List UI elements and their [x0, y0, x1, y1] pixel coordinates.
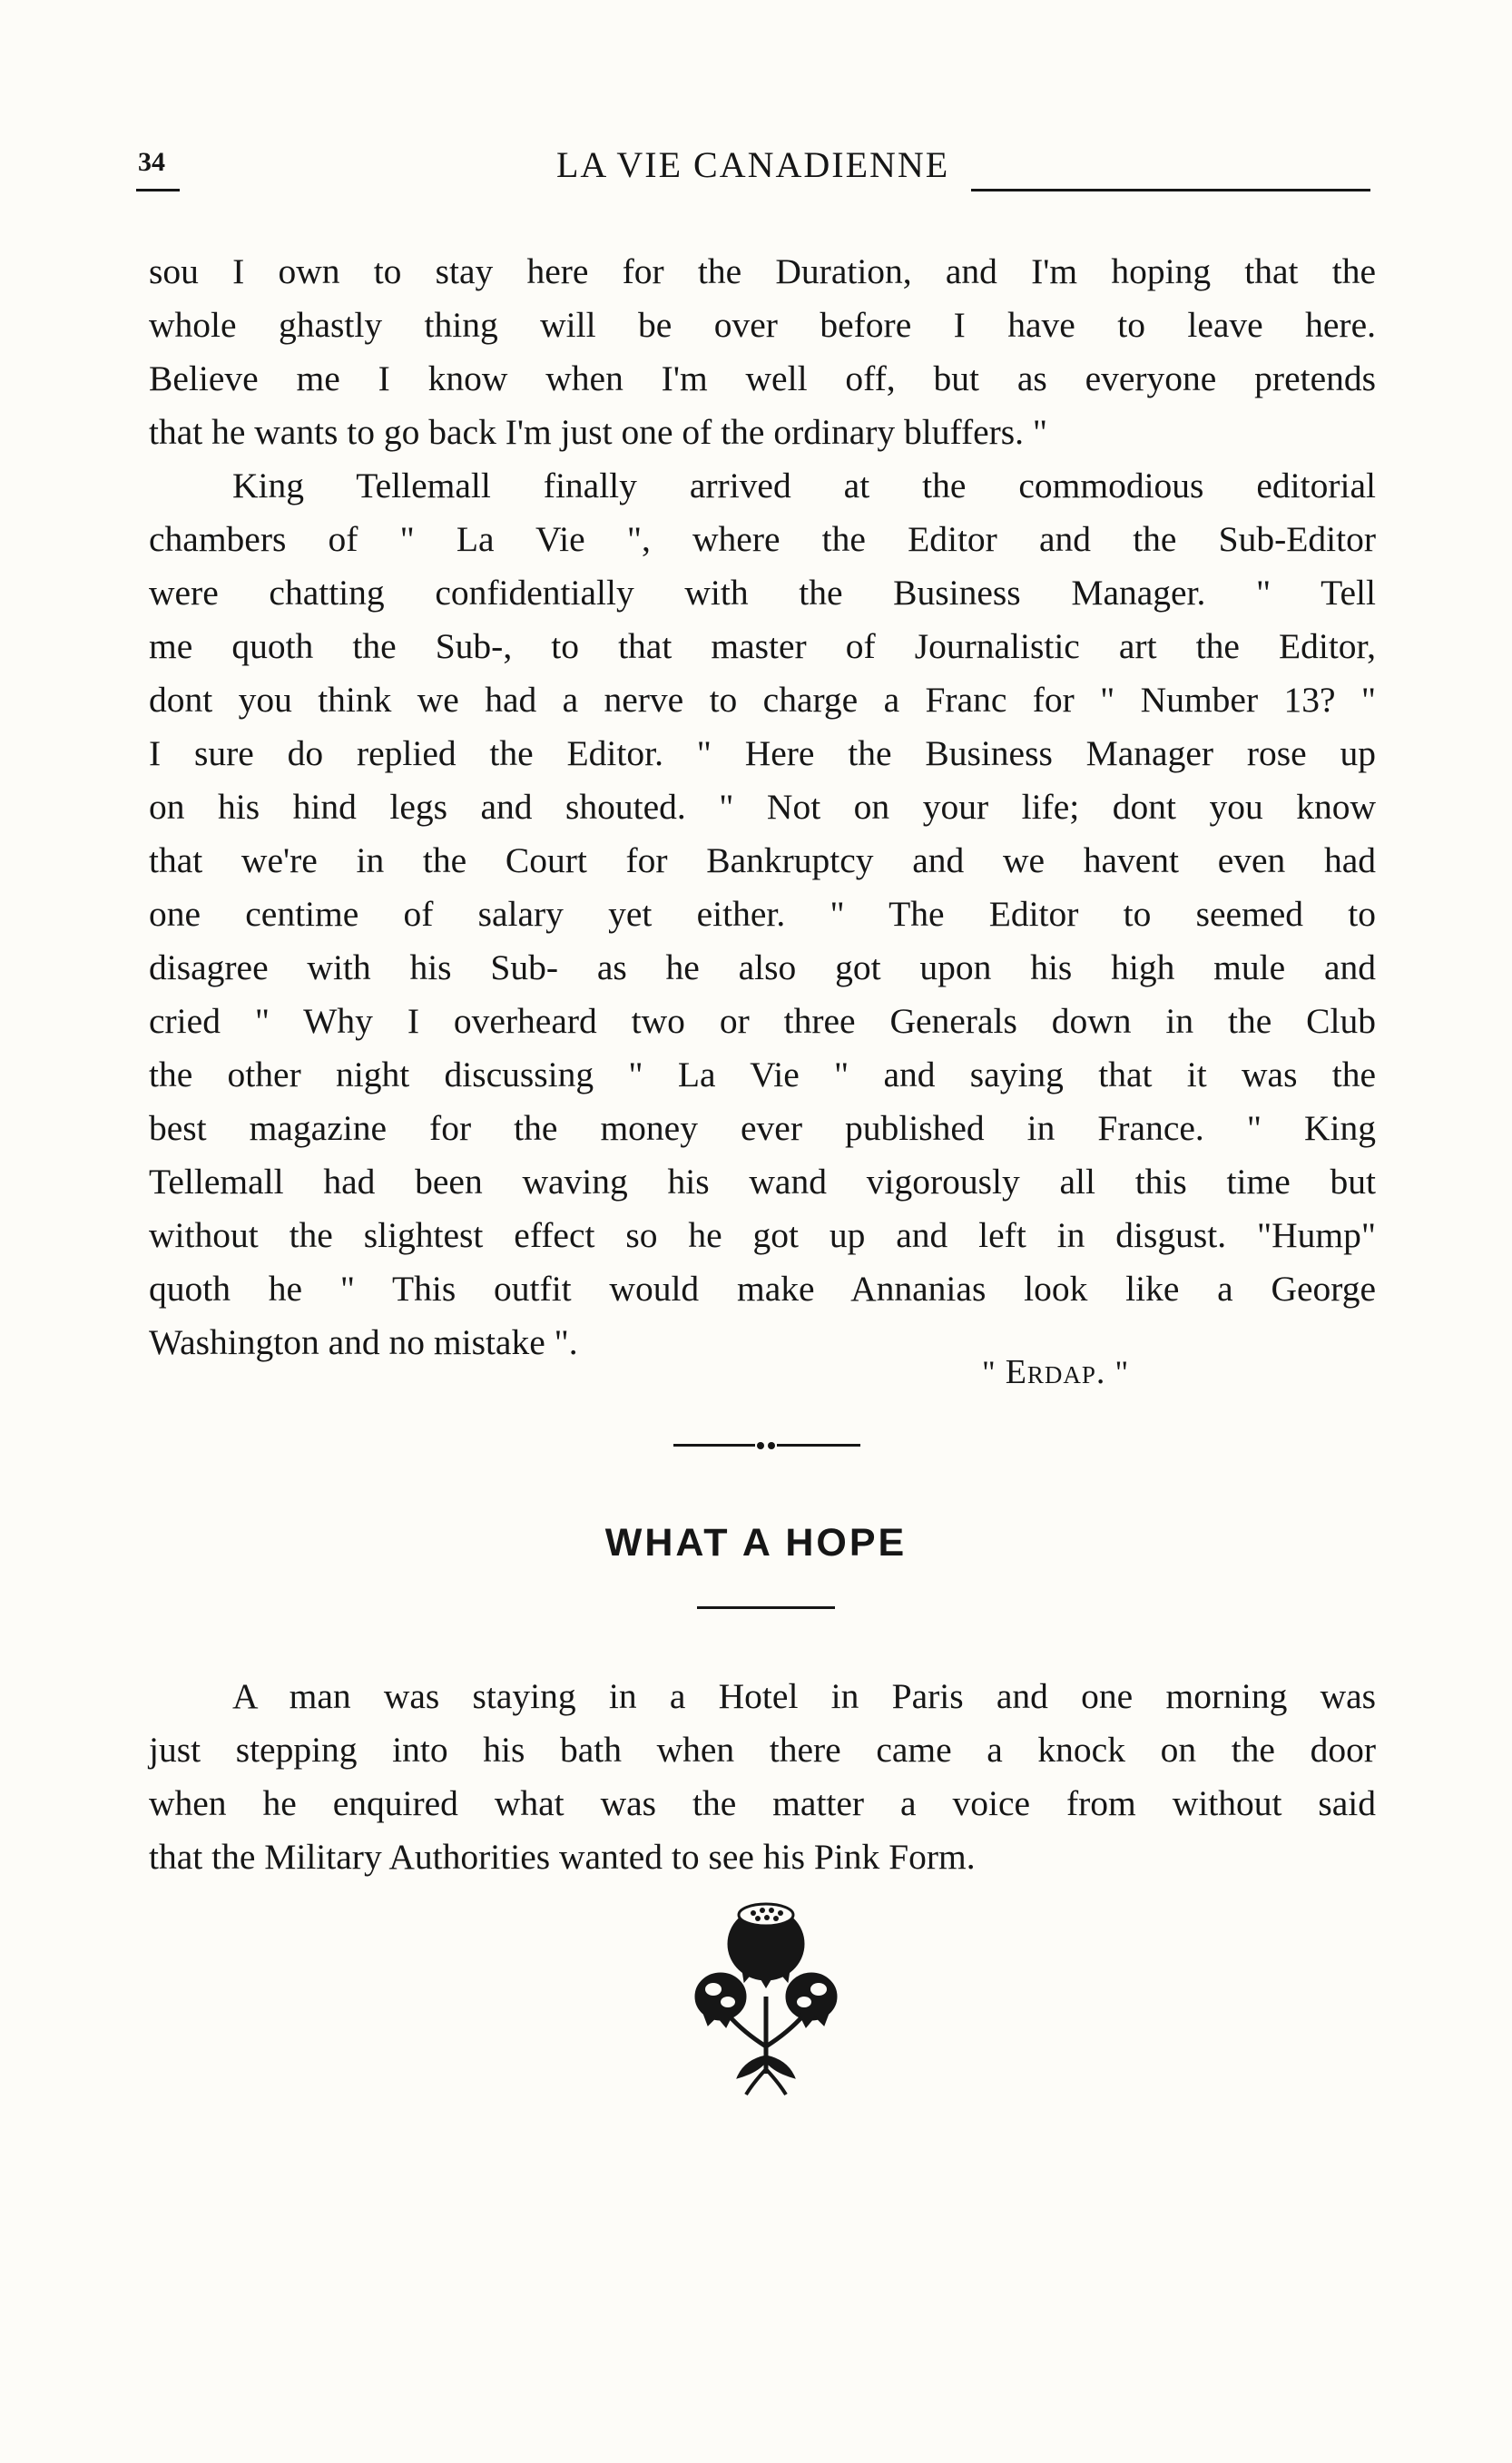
running-head: LA VIE CANADIENNE: [556, 144, 950, 185]
header-rule: [971, 189, 1370, 191]
page-header: [136, 143, 1370, 198]
text-line: one centime of salary yet either. " The Editor to seemed to: [149, 894, 1376, 934]
text-line: sou I own to stay here for the Duration, and I'm hoping that the: [149, 251, 1376, 291]
divider-dot: [768, 1442, 775, 1449]
page-number-underline: [136, 189, 180, 191]
signature-close-quote: ": [1105, 1354, 1130, 1390]
text-line: me quoth the Sub-, to that master of Journalistic art the Editor,: [149, 626, 1376, 666]
text-line: without the slightest effect so he got up and left in disgust. "Hump": [149, 1215, 1376, 1255]
section-title: WHAT A HOPE: [604, 1521, 908, 1565]
signature-name: Erdap.: [1005, 1353, 1106, 1391]
text-line: on his hind legs and shouted. " Not on your life; dont you know: [149, 787, 1376, 827]
text-line: disagree with his Sub- as he also got upon his high mule and: [149, 947, 1376, 987]
article-what-a-hope: [149, 1670, 1376, 1884]
divider-line-left: [673, 1444, 755, 1447]
text-line: cried " Why I overheard two or three Generals down in the Club: [149, 1001, 1376, 1041]
text-line: just stepping into his bath when there came a knock on the door: [149, 1730, 1376, 1770]
text-line: Believe me I know when I'm well off, but as everyone pretends: [149, 358, 1376, 398]
text-line: best magazine for the money ever published in France. " King: [149, 1108, 1376, 1148]
signature-open-quote: ": [982, 1354, 1006, 1390]
text-line: whole ghastly thing will be over before I have to leave here.: [149, 305, 1376, 345]
title-underline: [697, 1606, 835, 1609]
text-line: King Tellemall finally arrived at the commodious editorial: [232, 466, 1376, 505]
divider-dot: [757, 1442, 764, 1449]
text-line: quoth he " This outfit would make Annanias look like a George: [149, 1269, 1376, 1309]
text-line: chambers of " La Vie ", where the Editor and the Sub-Editor: [149, 519, 1376, 559]
text-line: A man was staying in a Hotel in Paris and one morning was: [232, 1676, 1376, 1716]
text-line: Washington and no mistake ".: [149, 1322, 578, 1362]
three-flower-bouquet-icon: [690, 1888, 842, 2105]
text-line: that we're in the Court for Bankruptcy and we havent even had: [149, 840, 1376, 880]
section-divider-ornament: [673, 1439, 860, 1452]
text-line: I sure do replied the Editor. " Here the Business Manager rose up: [149, 733, 1376, 773]
text-line: the other night discussing " La Vie " and saying that it was the: [149, 1055, 1376, 1094]
text-line: were chatting confidentially with the Business Manager. " Tell: [149, 573, 1376, 613]
page-number: 34: [138, 147, 165, 177]
divider-line-right: [777, 1444, 860, 1447]
text-line: Tellemall had been waving his wand vigorously all this time but: [149, 1162, 1376, 1202]
text-line: that he wants to go back I'm just one of the ordinary bluffers. ": [149, 412, 1048, 452]
author-signature: [982, 1352, 1129, 1392]
text-line: dont you think we had a nerve to charge a Franc for " Number 13? ": [149, 680, 1376, 720]
text-line: that the Military Authorities wanted to see his Pink Form.: [149, 1837, 976, 1877]
article-continuation: [149, 245, 1376, 1369]
text-line: when he enquired what was the matter a voice from without said: [149, 1783, 1376, 1823]
